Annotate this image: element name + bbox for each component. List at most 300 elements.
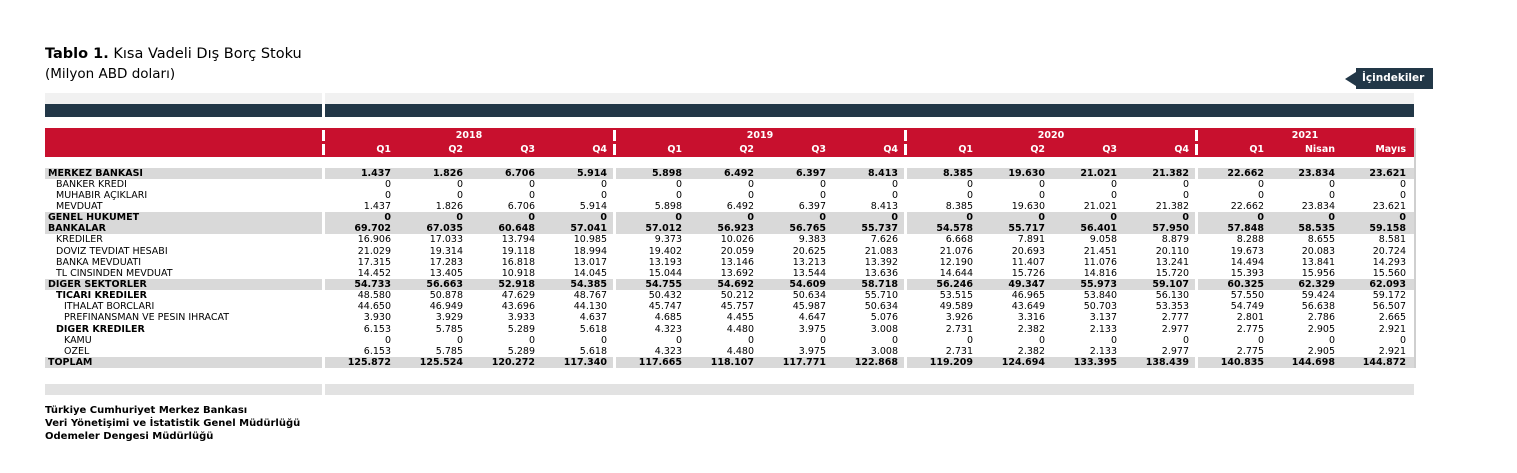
value-cell: 6.706 [504,167,535,179]
value-cell: 0 [1399,189,1406,201]
value-cell: 0 [528,189,535,201]
value-cell: 4.647 [798,312,826,324]
value-cell: 4.480 [726,323,754,335]
value-cell: 6.397 [798,200,826,212]
value-cell: 10.026 [720,234,754,246]
value-cell: 0 [747,178,754,190]
value-cell: 0 [322,190,397,201]
row-label: DIGER KREDILER [56,323,145,335]
value-cell: 13.193 [613,257,688,268]
table-row [45,346,1414,357]
value-cell: 58.535 [1298,223,1335,235]
row-label: TOPLAM [48,356,93,368]
value-cell: 0 [1195,335,1270,346]
value-cell: 54.578 [904,223,979,234]
value-cell: 50.212 [720,290,754,302]
source-footer [45,404,300,443]
value-cell: 0 [528,334,535,346]
value-cell: 2.731 [904,324,979,335]
value-cell: 2.777 [1161,312,1189,324]
data-table [45,128,1416,368]
value-cell: 13.692 [720,267,754,279]
value-cell: 0 [1195,179,1270,190]
table-header-quarter-row [45,142,1414,157]
value-cell: 46.965 [1011,290,1045,302]
value-cell: 4.685 [613,312,688,323]
value-cell: 0 [1182,189,1189,201]
value-cell: 59.158 [1369,223,1406,235]
value-cell: 0 [613,335,688,346]
value-cell: 2.775 [1195,324,1270,335]
table-row [45,257,1414,268]
value-cell: 59.172 [1372,290,1406,302]
value-cell: 23.834 [1301,200,1335,212]
value-cell: 56.401 [1080,223,1117,235]
band-column-gap [322,93,325,104]
value-cell: 140.835 [1195,357,1270,368]
value-cell: 23.621 [1369,167,1406,179]
table-row [45,290,1414,301]
value-cell: 21.382 [1155,200,1189,212]
value-cell: 56.507 [1372,301,1406,313]
value-cell: 15.956 [1301,267,1335,279]
value-cell: 2.921 [1378,323,1406,335]
value-cell: 3.926 [904,312,979,323]
value-cell: 62.093 [1369,278,1406,290]
value-cell: 8.385 [904,168,979,179]
value-cell: 13.636 [864,267,898,279]
value-cell: 2.905 [1307,323,1335,335]
row-label: TL CINSINDEN MEVDUAT [56,267,173,279]
value-cell: 20.110 [1155,245,1189,257]
value-cell: 13.841 [1301,256,1335,268]
value-cell: 21.076 [904,246,979,257]
quarter-header-cell: Q1 [613,144,688,155]
value-cell: 14.452 [322,268,397,279]
year-header-cell: 2020 [904,130,1195,141]
value-cell: 4.323 [613,346,688,357]
value-cell: 50.878 [429,290,463,302]
row-label: BANKALAR [48,223,106,235]
value-cell: 55.717 [1008,223,1045,235]
value-cell: 8.655 [1307,234,1335,246]
row-label: KREDILER [56,234,103,246]
value-cell: 3.975 [798,323,826,335]
value-cell: 15.720 [1155,267,1189,279]
value-cell: 4.455 [726,312,754,324]
value-cell: 43.649 [1011,301,1045,313]
value-cell: 50.634 [864,301,898,313]
table-header-year-row [45,128,1414,142]
value-cell: 50.432 [613,290,688,301]
row-label: GENEL HUKUMET [48,212,140,224]
quarter-header-cell: Q3 [520,144,535,155]
value-cell: 7.626 [870,234,898,246]
value-cell: 6.668 [904,234,979,245]
row-label: OZEL [64,345,90,357]
row-label: PREFINANSMAN VE PESIN IHRACAT [64,312,230,324]
value-cell: 20.083 [1301,245,1335,257]
value-cell: 50.703 [1083,301,1117,313]
table-row [45,234,1414,245]
contents-button[interactable] [1345,68,1433,89]
table-row [45,268,1414,279]
value-cell: 15.726 [1011,267,1045,279]
value-cell: 2.786 [1307,312,1335,324]
value-cell: 10.985 [573,234,607,246]
quarter-header-cell: Q1 [1195,144,1270,155]
value-cell: 13.241 [1155,256,1189,268]
quarter-header-cell: Q3 [1102,144,1117,155]
value-cell: 8.413 [867,167,898,179]
value-cell: 0 [819,334,826,346]
top-light-band [45,93,1414,104]
value-cell: 2.905 [1307,345,1335,357]
value-cell: 21.021 [1080,167,1117,179]
value-cell: 2.665 [1378,312,1406,324]
value-cell: 4.480 [726,345,754,357]
quarter-header-cell: Q3 [811,144,826,155]
value-cell: 56.130 [1155,290,1189,302]
value-cell: 49.347 [1008,278,1045,290]
value-cell: 19.630 [1008,167,1045,179]
value-cell: 13.392 [864,256,898,268]
value-cell: 0 [456,178,463,190]
value-cell: 0 [456,189,463,201]
value-cell: 0 [1038,212,1045,224]
value-cell: 8.288 [1195,234,1270,245]
value-cell: 0 [322,179,397,190]
row-label: BANKA MEVDUATI [56,256,142,268]
value-cell: 0 [1038,334,1045,346]
table-title-prefix: Tablo 1. [45,46,109,62]
value-cell: 48.767 [573,290,607,302]
value-cell: 19.118 [501,245,535,257]
quarter-header-cell: Q4 [592,144,607,155]
value-cell: 4.323 [613,324,688,335]
value-cell: 56.246 [904,279,979,290]
value-cell: 0 [1399,334,1406,346]
value-cell: 45.747 [613,301,688,312]
value-cell: 0 [891,189,898,201]
row-label: MUHABIR AÇIKLARI [56,189,148,201]
value-cell: 4.637 [579,312,607,324]
value-cell: 2.133 [1089,323,1117,335]
value-cell: 8.581 [1378,234,1406,246]
row-label: DIGER SEKTORLER [48,278,147,290]
value-cell: 0 [1110,178,1117,190]
value-cell: 117.771 [782,356,826,368]
value-cell: 55.973 [1080,278,1117,290]
table-title-text: Kısa Vadeli Dış Borç Stoku [113,46,302,62]
value-cell: 0 [891,334,898,346]
table-row [45,335,1414,346]
value-cell: 0 [528,178,535,190]
value-cell: 0 [1038,189,1045,201]
value-cell: 6.397 [795,167,826,179]
year-header-cell: 2019 [613,130,904,141]
value-cell: 1.826 [432,167,463,179]
value-cell: 0 [613,190,688,201]
value-cell: 14.293 [1372,256,1406,268]
value-cell: 45.757 [720,301,754,313]
value-cell: 0 [1038,178,1045,190]
value-cell: 0 [1328,189,1335,201]
value-cell: 6.706 [507,200,535,212]
value-cell: 57.950 [1152,223,1189,235]
value-cell: 44.130 [573,301,607,313]
band-column-gap [322,384,325,395]
quarter-header-cell: Q1 [904,144,979,155]
value-cell: 15.560 [1372,267,1406,279]
value-cell: 117.340 [563,356,607,368]
value-cell: 1.437 [322,201,397,212]
value-cell: 2.801 [1195,312,1270,323]
value-cell: 5.618 [579,323,607,335]
row-label: DOVIZ TEVDIAT HESABI [56,245,168,257]
value-cell: 2.977 [1161,323,1189,335]
value-cell: 9.373 [613,234,688,245]
value-cell: 55.737 [861,223,898,235]
value-cell: 6.153 [322,324,397,335]
value-cell: 57.041 [570,223,607,235]
value-cell: 22.662 [1195,201,1270,212]
value-cell: 22.662 [1195,168,1270,179]
value-cell: 46.949 [429,301,463,313]
value-cell: 5.076 [870,312,898,324]
table-row [45,301,1414,312]
value-cell: 5.898 [613,201,688,212]
value-cell: 0 [904,190,979,201]
chevron-left-icon [1345,72,1356,86]
value-cell: 0 [1110,189,1117,201]
value-cell: 20.724 [1372,245,1406,257]
quarter-header-cell: Nisan [1304,144,1335,155]
quarter-header-cell: Q1 [322,144,397,155]
value-cell: 8.413 [870,200,898,212]
row-label: MEVDUAT [56,200,103,212]
value-cell: 13.146 [720,256,754,268]
value-cell: 0 [904,212,979,223]
footer-line: Türkiye Cumhuriyet Merkez Bankası [45,405,248,416]
value-cell: 14.045 [573,267,607,279]
footer-line: Odemeler Dengesi Müdürlüğü [45,431,214,442]
value-cell: 3.975 [798,345,826,357]
table-row [45,279,1414,290]
value-cell: 8.385 [904,201,979,212]
value-cell: 0 [1328,212,1335,224]
value-cell: 12.190 [904,257,979,268]
value-cell: 117.665 [613,357,688,368]
value-cell: 0 [600,178,607,190]
value-cell: 60.325 [1195,279,1270,290]
value-cell: 5.914 [576,167,607,179]
value-cell: 0 [747,212,754,224]
value-cell: 119.209 [904,357,979,368]
value-cell: 0 [1328,334,1335,346]
contents-button-label: İçindekiler [1356,68,1433,89]
value-cell: 6.492 [723,167,754,179]
value-cell: 124.694 [1001,356,1045,368]
navy-divider-band [45,104,1414,117]
value-cell: 2.382 [1017,323,1045,335]
value-cell: 48.580 [322,290,397,301]
value-cell: 0 [322,335,397,346]
value-cell: 118.107 [710,356,754,368]
value-cell: 19.402 [613,246,688,257]
value-cell: 2.775 [1195,346,1270,357]
value-cell: 53.515 [904,290,979,301]
value-cell: 17.033 [429,234,463,246]
year-header-cell: 2021 [1195,130,1412,141]
value-cell: 3.008 [870,345,898,357]
value-cell: 2.133 [1089,345,1117,357]
value-cell: 69.702 [322,223,397,234]
band-column-gap [322,104,325,117]
value-cell: 1.826 [435,200,463,212]
value-cell: 5.289 [507,323,535,335]
table-row [45,245,1414,256]
value-cell: 0 [819,212,826,224]
table-row [45,179,1414,190]
table-row [45,212,1414,223]
value-cell: 144.872 [1362,356,1406,368]
value-cell: 0 [528,212,535,224]
value-cell: 54.749 [1195,301,1270,312]
value-cell: 43.696 [501,301,535,313]
value-cell: 14.816 [1083,267,1117,279]
value-cell: 10.918 [501,267,535,279]
value-cell: 6.492 [726,200,754,212]
value-cell: 57.012 [613,223,688,234]
value-cell: 62.329 [1298,278,1335,290]
value-cell: 21.451 [1083,245,1117,257]
value-cell: 11.407 [1011,256,1045,268]
value-cell: 19.314 [429,245,463,257]
value-cell: 3.929 [435,312,463,324]
value-cell: 6.153 [322,346,397,357]
value-cell: 0 [1110,334,1117,346]
value-cell: 3.316 [1017,312,1045,324]
value-cell: 0 [600,334,607,346]
table-row [45,312,1414,323]
value-cell: 0 [1182,212,1189,224]
value-cell: 13.794 [501,234,535,246]
value-cell: 18.994 [573,245,607,257]
value-cell: 0 [891,178,898,190]
value-cell: 8.879 [1161,234,1189,246]
row-label: MERKEZ BANKASI [48,167,143,179]
value-cell: 54.755 [613,279,688,290]
quarter-header-cell: Q4 [1174,144,1189,155]
value-cell: 19.673 [1195,246,1270,257]
value-cell: 0 [613,179,688,190]
value-cell: 56.923 [717,223,754,235]
value-cell: 17.315 [322,257,397,268]
row-label: KAMU [64,334,92,346]
value-cell: 5.914 [579,200,607,212]
value-cell: 5.785 [435,345,463,357]
value-cell: 0 [1110,212,1117,224]
value-cell: 0 [1399,178,1406,190]
value-cell: 54.609 [789,278,826,290]
header-spacer-row [45,157,1414,168]
quarter-header-cell: Q2 [448,144,463,155]
value-cell: 0 [456,334,463,346]
row-label: TICARI KREDILER [56,290,147,302]
value-cell: 13.405 [429,267,463,279]
value-cell: 47.629 [501,290,535,302]
table-row [45,223,1414,234]
value-cell: 56.638 [1301,301,1335,313]
row-label: ITHALAT BORCLARI [64,301,155,313]
value-cell: 0 [1182,334,1189,346]
quarter-header-cell: Q2 [1030,144,1045,155]
value-cell: 3.137 [1089,312,1117,324]
table-row [45,201,1414,212]
value-cell: 0 [322,212,397,223]
value-cell: 2.921 [1378,345,1406,357]
quarter-header-cell: Q2 [739,144,754,155]
value-cell: 50.634 [792,290,826,302]
value-cell: 0 [600,212,607,224]
value-cell: 54.385 [570,278,607,290]
value-cell: 11.076 [1083,256,1117,268]
year-header-cell: 2018 [322,130,613,141]
value-cell: 0 [747,189,754,201]
value-cell: 20.625 [792,245,826,257]
value-cell: 45.987 [792,301,826,313]
page-title [45,44,302,84]
value-cell: 3.933 [507,312,535,324]
value-cell: 59.424 [1301,290,1335,302]
value-cell: 44.650 [322,301,397,312]
value-cell: 15.044 [613,268,688,279]
value-cell: 21.083 [864,245,898,257]
value-cell: 55.710 [864,290,898,302]
table-row [45,357,1414,368]
row-label: BANKER KREDI [56,178,127,190]
value-cell: 13.017 [573,256,607,268]
value-cell: 56.663 [426,278,463,290]
value-cell: 16.906 [322,234,397,245]
value-cell: 17.283 [429,256,463,268]
value-cell: 59.107 [1152,278,1189,290]
value-cell: 23.621 [1372,200,1406,212]
value-cell: 125.524 [419,356,463,368]
bottom-light-band [45,384,1414,395]
value-cell: 19.630 [1011,200,1045,212]
value-cell: 20.059 [720,245,754,257]
value-cell: 2.731 [904,346,979,357]
value-cell: 14.494 [1195,257,1270,268]
value-cell: 54.692 [717,278,754,290]
value-cell: 56.765 [789,223,826,235]
value-cell: 120.272 [491,356,535,368]
value-cell: 3.930 [322,312,397,323]
footer-line: Veri Yönetişimi ve İstatistik Genel Müdürlüğü [45,418,301,429]
value-cell: 13.213 [792,256,826,268]
value-cell: 0 [600,189,607,201]
value-cell: 21.021 [1083,200,1117,212]
value-cell: 16.818 [501,256,535,268]
value-cell: 5.618 [579,345,607,357]
value-cell: 13.544 [792,267,826,279]
table-row [45,190,1414,201]
table-unit-subtitle: (Milyon ABD doları) [45,66,176,82]
value-cell: 0 [891,212,898,224]
value-cell: 57.550 [1195,290,1270,301]
